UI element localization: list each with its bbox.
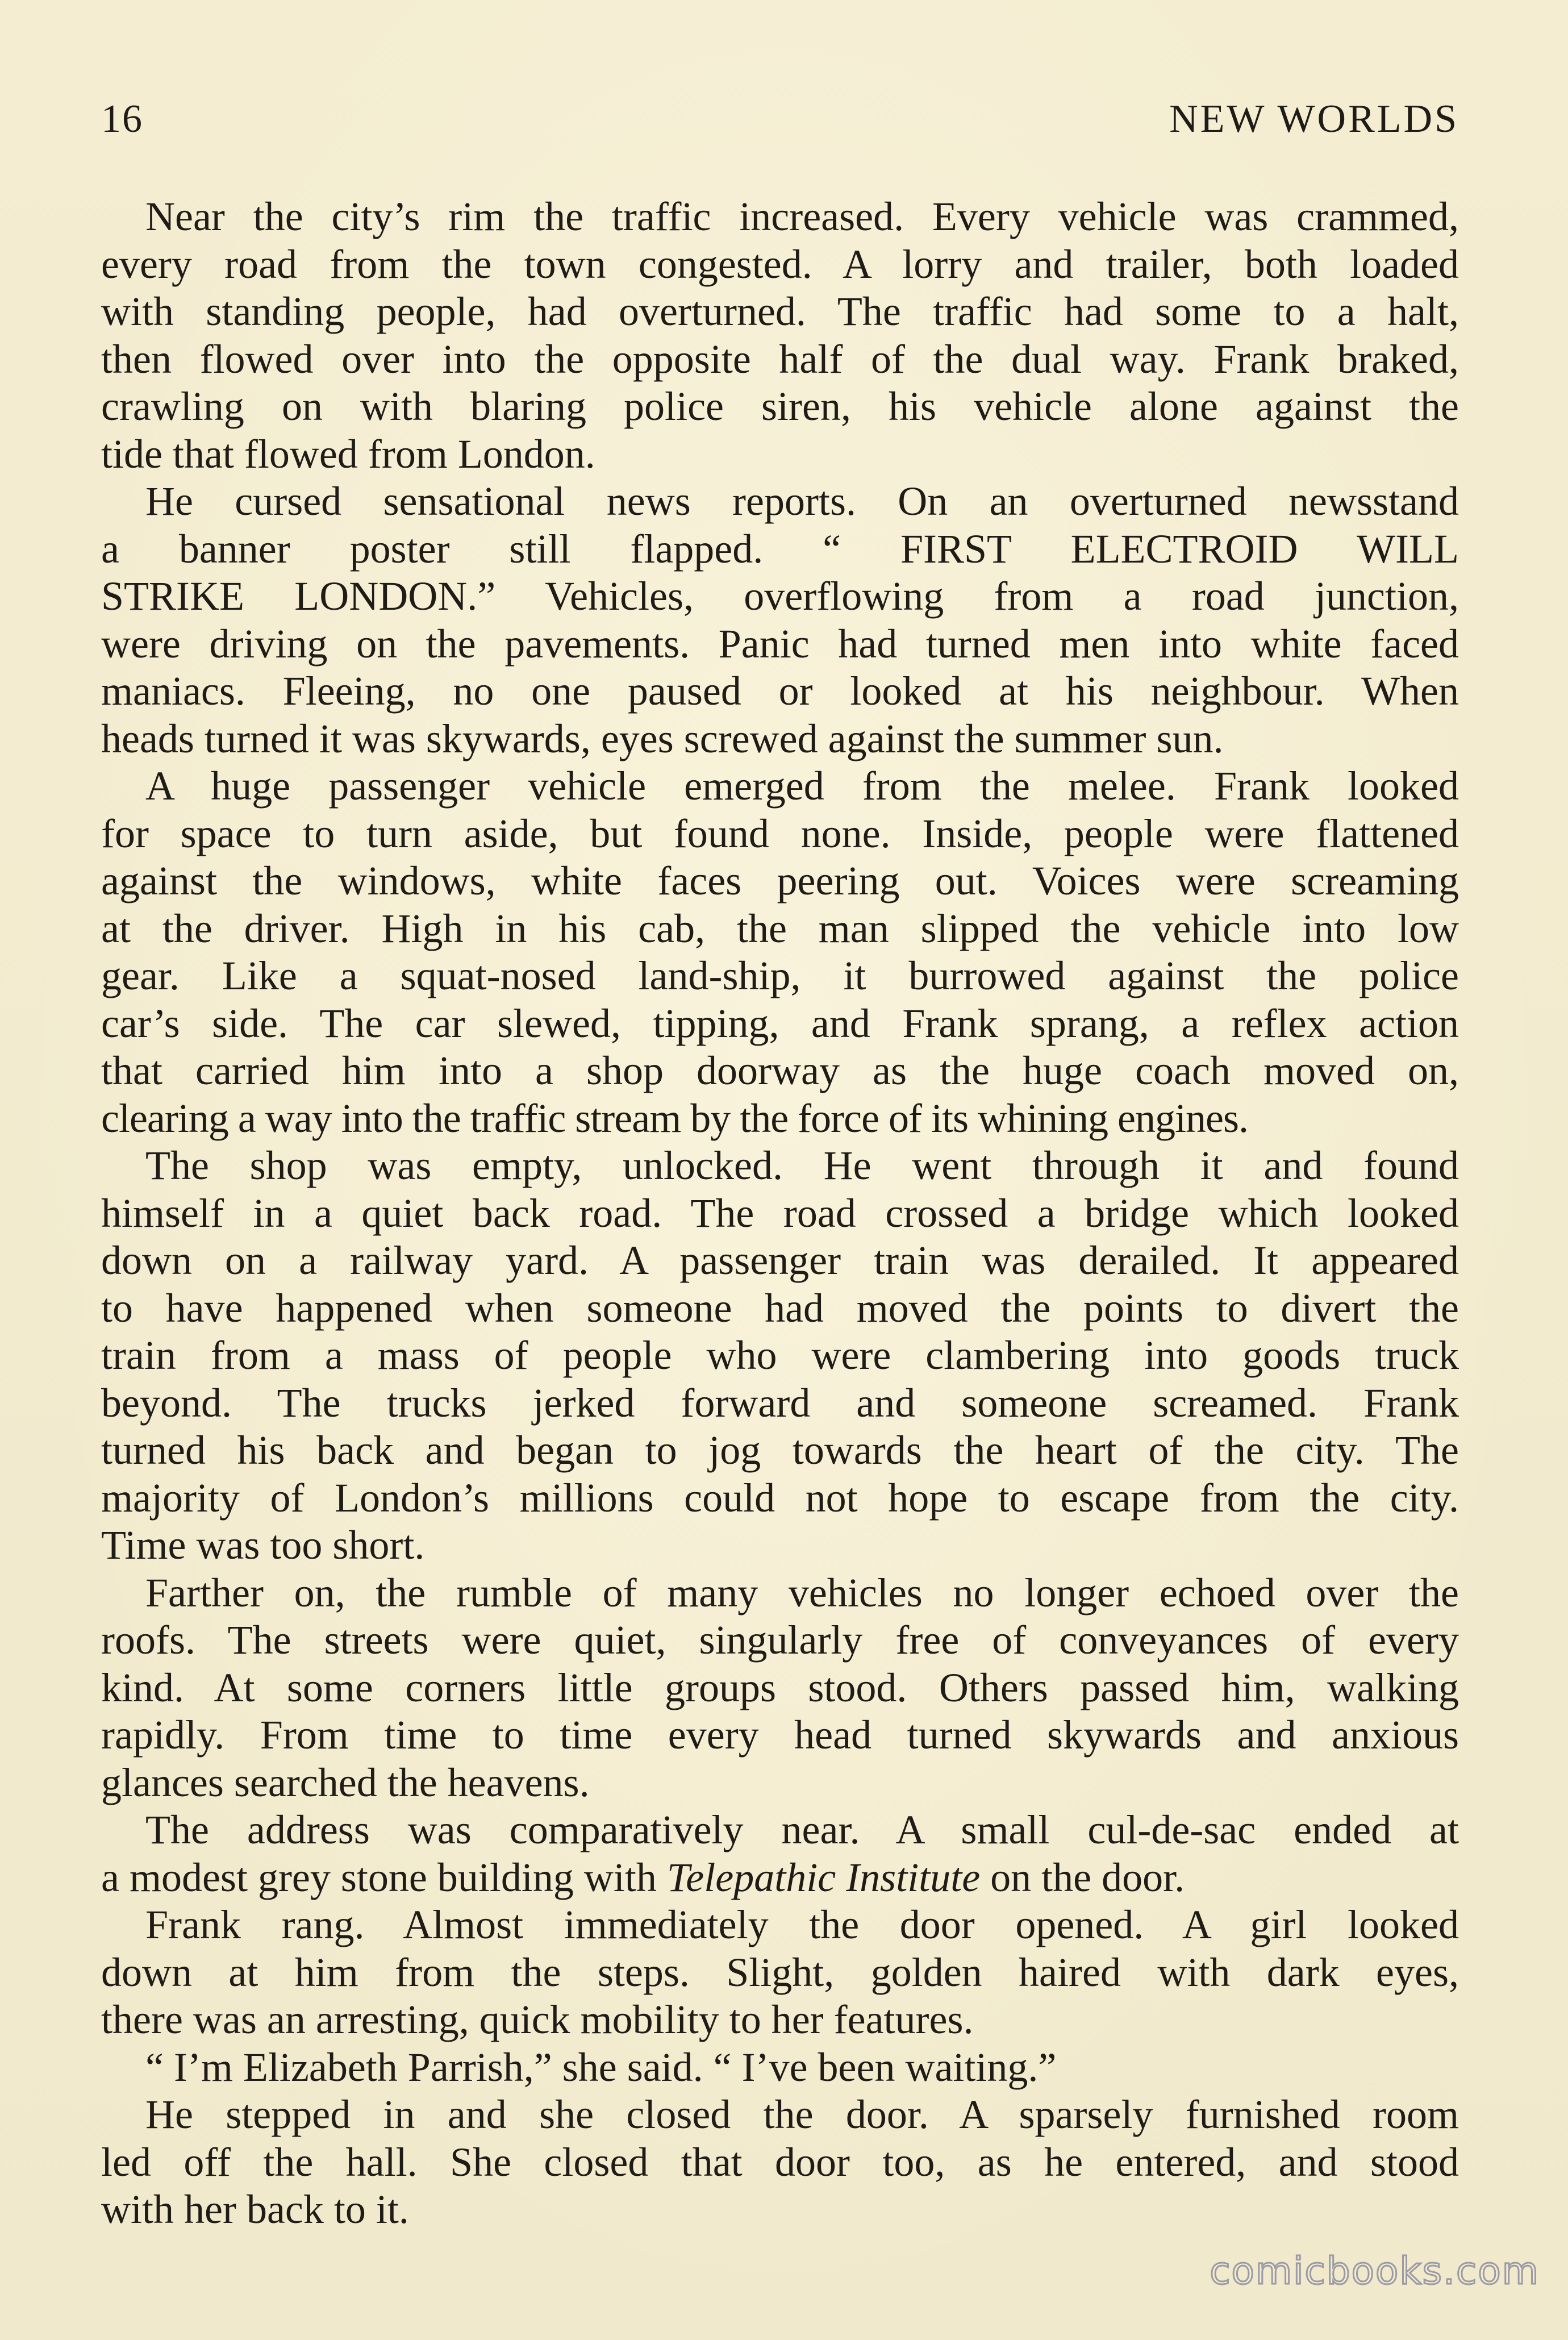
text-line: train from a mass of people who were clambering into goods truck <box>101 1333 1459 1378</box>
institute-name: Telepathic Institute <box>666 1854 981 1900</box>
text-line: The shop was empty, unlocked. He went through it and found <box>145 1143 1459 1188</box>
text-line: Frank rang. Almost immediately the door opened. A girl looked <box>145 1902 1459 1947</box>
text-line: car’s side. The car slewed, tipping, and Frank sprang, a reflex action <box>101 1000 1459 1046</box>
text-line: glances searched the heavens. <box>101 1759 590 1805</box>
text-line: with standing people, had overturned. The traffic had some to a halt, <box>101 289 1459 334</box>
text-line: roofs. The streets were quiet, singularly free of conveyances of every <box>101 1617 1459 1663</box>
text-line: “ I’m Elizabeth Parrish,” she said. “ I’ve been waiting.” <box>145 2044 1057 2090</box>
text-line: at the driver. High in his cab, the man slipped the vehicle into low <box>101 905 1459 951</box>
text-line: A huge passenger vehicle emerged from the melee. Frank looked <box>145 763 1459 809</box>
paragraph <box>101 1569 1459 1807</box>
text-line: He stepped in and she closed the door. A sparsely furnished room <box>145 2092 1459 2137</box>
text-line: with her back to it. <box>101 2187 409 2232</box>
text-line: against the windows, white faces peering out. Voices were screaming <box>101 858 1459 903</box>
text-line: a banner poster still flapped. “ FIRST ELECTROID WILL <box>101 526 1459 572</box>
paragraph <box>101 478 1459 763</box>
text-line: himself in a quiet back road. The road crossed a bridge which looked <box>101 1190 1459 1236</box>
paragraph <box>101 1142 1459 1569</box>
text-line: He cursed sensational news reports. On an overturned newsstand <box>145 478 1459 524</box>
page-header <box>101 97 1459 148</box>
text-line: Farther on, the rumble of many vehicles no longer echoed over the <box>145 1569 1459 1615</box>
text-line: down on a railway yard. A passenger train was derailed. It appeared <box>101 1238 1459 1283</box>
paragraph <box>101 763 1459 1142</box>
page-number: 16 <box>101 97 143 141</box>
paragraph <box>101 1901 1459 2044</box>
text-line: rapidly. From time to time every head turned skywards and anxious <box>101 1712 1459 1758</box>
text-line: majority of London’s millions could not hope to escape from the city. <box>101 1475 1459 1521</box>
paragraph <box>101 1806 1459 1901</box>
text-line: The address was comparatively near. A small cul-de-sac ended at <box>145 1807 1459 1852</box>
text-run: a modest grey stone building with <box>101 1854 667 1900</box>
paragraph <box>101 193 1459 478</box>
text-line: there was an arresting, quick mobility to her features. <box>101 1997 974 2042</box>
text-line: kind. At some corners little groups stood. Others passed him, walking <box>101 1664 1459 1710</box>
text-line: heads turned it was skywards, eyes screwed against the summer sun. <box>101 715 1224 761</box>
text-line: were driving on the pavements. Panic had turned men into white faced <box>101 621 1459 667</box>
paragraph <box>101 2044 1459 2092</box>
text-line: turned his back and began to jog towards the heart of the city. The <box>101 1427 1459 1473</box>
text-line: that carried him into a shop doorway as the huge coach moved on, <box>101 1048 1459 1093</box>
text-line: beyond. The trucks jerked forward and someone screamed. Frank <box>101 1380 1459 1426</box>
text-line: every road from the town congested. A lorry and trailer, both loaded <box>101 241 1459 287</box>
text-line: for space to turn aside, but found none. Inside, people were flattened <box>101 810 1459 856</box>
body-text <box>101 193 1459 2234</box>
text-line: clearing a way into the traffic stream by the force of its whining engines. <box>101 1095 1248 1141</box>
text-line: Near the city’s rim the traffic increased. Every vehicle was crammed, <box>145 194 1459 239</box>
text-line: STRIKE LONDON.” Vehicles, overflowing from a road junction, <box>101 573 1459 619</box>
text-line: Time was too short. <box>101 1522 425 1568</box>
text-line: led off the hall. She closed that door too, as he entered, and stood <box>101 2139 1459 2185</box>
text-line-mixed <box>101 1854 1459 1902</box>
text-run: on the door. <box>980 1854 1185 1900</box>
text-line: gear. Like a squat-nosed land-ship, it burrowed against the police <box>101 953 1459 998</box>
running-title: NEW WORLDS <box>1169 97 1459 141</box>
text-line: to have happened when someone had moved the points to divert the <box>101 1285 1459 1331</box>
text-line: then flowed over into the opposite half of the dual way. Frank braked, <box>101 336 1459 382</box>
watermark: comicbooks.com <box>1210 2249 1540 2293</box>
text-line: down at him from the steps. Slight, golden haired with dark eyes, <box>101 1949 1459 1995</box>
text-line: crawling on with blaring police siren, his vehicle alone against the <box>101 384 1459 429</box>
text-line: tide that flowed from London. <box>101 431 595 477</box>
paragraph <box>101 2091 1459 2234</box>
text-line: maniacs. Fleeing, no one paused or looked at his neighbour. When <box>101 668 1459 714</box>
